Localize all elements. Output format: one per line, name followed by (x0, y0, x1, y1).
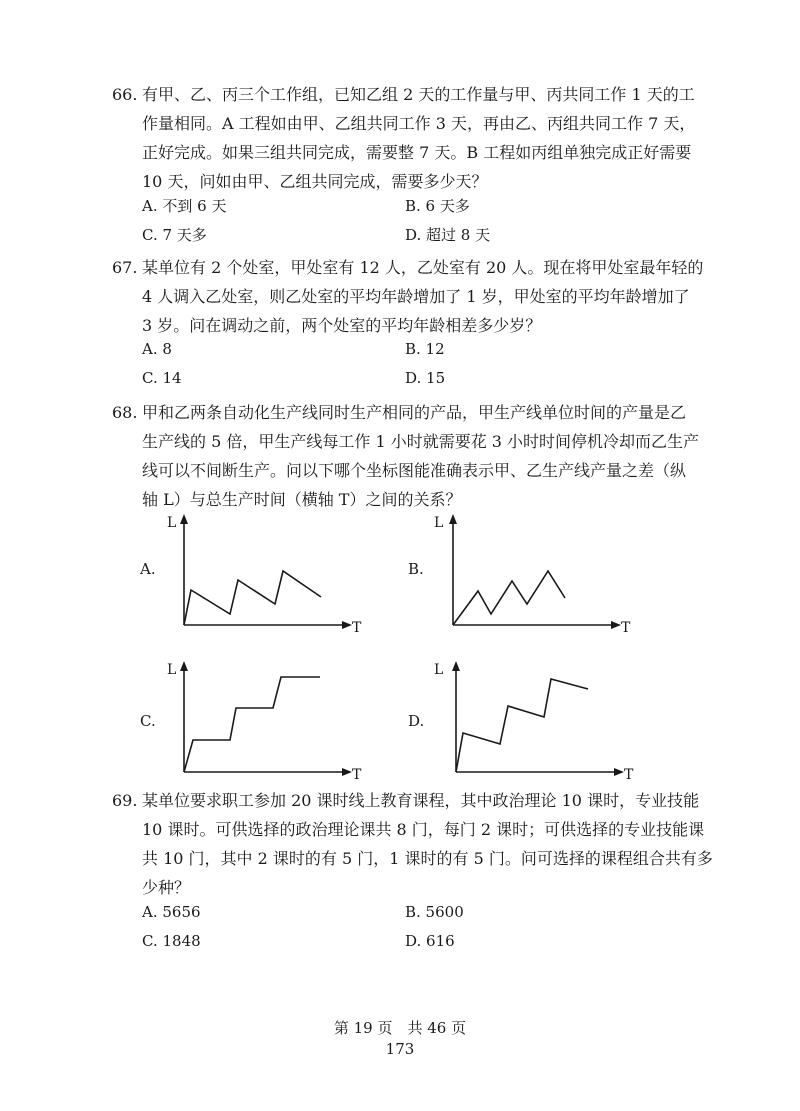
question-67 (112, 253, 712, 340)
graph-a-y-axis-label: L (167, 515, 177, 531)
graph-c-y-arrow (180, 661, 188, 671)
option-69-d[interactable]: D. 616 (405, 932, 455, 950)
option-69-c[interactable]: C. 1848 (142, 932, 201, 950)
question-69 (112, 786, 712, 902)
graph-a-x-arrow (342, 621, 352, 629)
option-66-c[interactable]: C. 7 天多 (142, 226, 207, 244)
graph-c-x-axis-label: T (352, 767, 362, 783)
question-67-line-3: 3 岁。问在调动之前，两个处室的平均年龄相差多少岁？ (142, 316, 542, 335)
question-66-line-1: 66. 有甲、乙、丙三个工作组，已知乙组 2 天的工作量与甲、丙共同工作 1 天的工 (112, 80, 712, 109)
graph-d-x-axis-label: T (624, 767, 634, 783)
option-66-d[interactable]: D. 超过 8 天 (405, 226, 491, 244)
page-info: 第 19 页 共 46 页 (333, 1019, 467, 1037)
question-68-line-4: 轴 L）与总生产时间（横轴 T）之间的关系？ (142, 490, 462, 509)
graph-b-x-arrow (611, 621, 621, 629)
option-66-a[interactable]: A. 不到 6 天 (142, 197, 227, 215)
question-66 (112, 80, 712, 196)
option-67-c[interactable]: C. 14 (142, 369, 182, 387)
graph-c-curve (184, 677, 320, 772)
question-68-number: 68. (112, 403, 138, 422)
graph-b-x-axis-label: T (621, 620, 631, 636)
question-69-number: 69. (112, 791, 138, 810)
question-69-line-4: 少种？ (142, 878, 191, 897)
graph-a[interactable] (160, 510, 370, 640)
question-67-line-2: 4 人调入乙处室，则乙处室的平均年龄增加了 1 岁，甲处室的平均年龄增加了 (142, 287, 690, 306)
question-68-line-3: 线可以不间断生产。问以下哪个坐标图能准确表示甲、乙生产线产量之差（纵 (142, 461, 687, 480)
question-66-line-2: 作量相同。A 工程如由甲、乙组共同工作 3 天，再由乙、丙组共同工作 7 天， (142, 114, 696, 133)
question-68-line-1: 68. 甲和乙两条自动化生产线同时生产相同的产品，甲生产线单位时间的产量是乙 (112, 398, 712, 427)
graph-c-y-axis-label: L (167, 662, 177, 678)
graph-b-y-arrow (449, 514, 457, 524)
question-69-line-1: 69. 某单位要求职工参加 20 课时线上教育课程，其中政治理论 10 课时，专业技能 (112, 786, 712, 815)
graph-c-x-arrow (342, 768, 352, 776)
option-66-b[interactable]: B. 6 天多 (405, 197, 470, 215)
graph-a-y-arrow (180, 514, 188, 524)
question-67-line-1: 67. 某单位有 2 个处室，甲处室有 12 人，乙处室有 20 人。现在将甲处室最年轻的 (112, 253, 712, 282)
graph-d-y-arrow (452, 661, 460, 671)
question-66-number: 66. (112, 85, 138, 104)
graph-b-curve (453, 571, 565, 625)
graph-c-label[interactable]: C. (140, 712, 156, 730)
option-69-b[interactable]: B. 5600 (405, 903, 464, 921)
graph-d-label[interactable]: D. (408, 712, 425, 730)
graph-d-y-axis-label: L (434, 662, 444, 678)
option-67-a[interactable]: A. 8 (142, 340, 172, 358)
graph-a-label[interactable]: A. (140, 560, 156, 578)
graph-a-x-axis-label: T (352, 620, 362, 636)
question-66-line-4: 10 天，问如由甲、乙组共同完成，需要多少天？ (142, 172, 488, 191)
question-69-line-2: 10 课时。可供选择的政治理论课共 8 门，每门 2 课时；可供选择的专业技能课 (142, 820, 705, 839)
graph-b-y-axis-label: L (434, 515, 444, 531)
graph-d-x-arrow (614, 768, 624, 776)
question-68-line-2: 生产线的 5 倍，甲生产线每工作 1 小时就需要花 3 小时时间停机冷却而乙生产 (142, 432, 700, 451)
graph-b[interactable] (425, 510, 640, 640)
question-66-line-3: 正好完成。如果三组共同完成，需要整 7 天。B 工程如丙组单独完成正好需要 (142, 143, 692, 162)
option-69-a[interactable]: A. 5656 (142, 903, 201, 921)
option-67-d[interactable]: D. 15 (405, 369, 446, 387)
graph-d[interactable] (425, 657, 640, 782)
graph-a-curve (184, 571, 321, 625)
question-67-number: 67. (112, 258, 138, 277)
graph-d-curve (456, 679, 588, 772)
option-67-b[interactable]: B. 12 (405, 340, 445, 358)
graph-c[interactable] (160, 657, 370, 782)
question-68 (112, 398, 712, 514)
graph-b-label[interactable]: B. (408, 560, 424, 578)
question-69-line-3: 共 10 门，其中 2 课时的有 5 门，1 课时的有 5 门。问可选择的课程组合共有多 (142, 849, 713, 868)
page-number: 173 (385, 1040, 415, 1058)
